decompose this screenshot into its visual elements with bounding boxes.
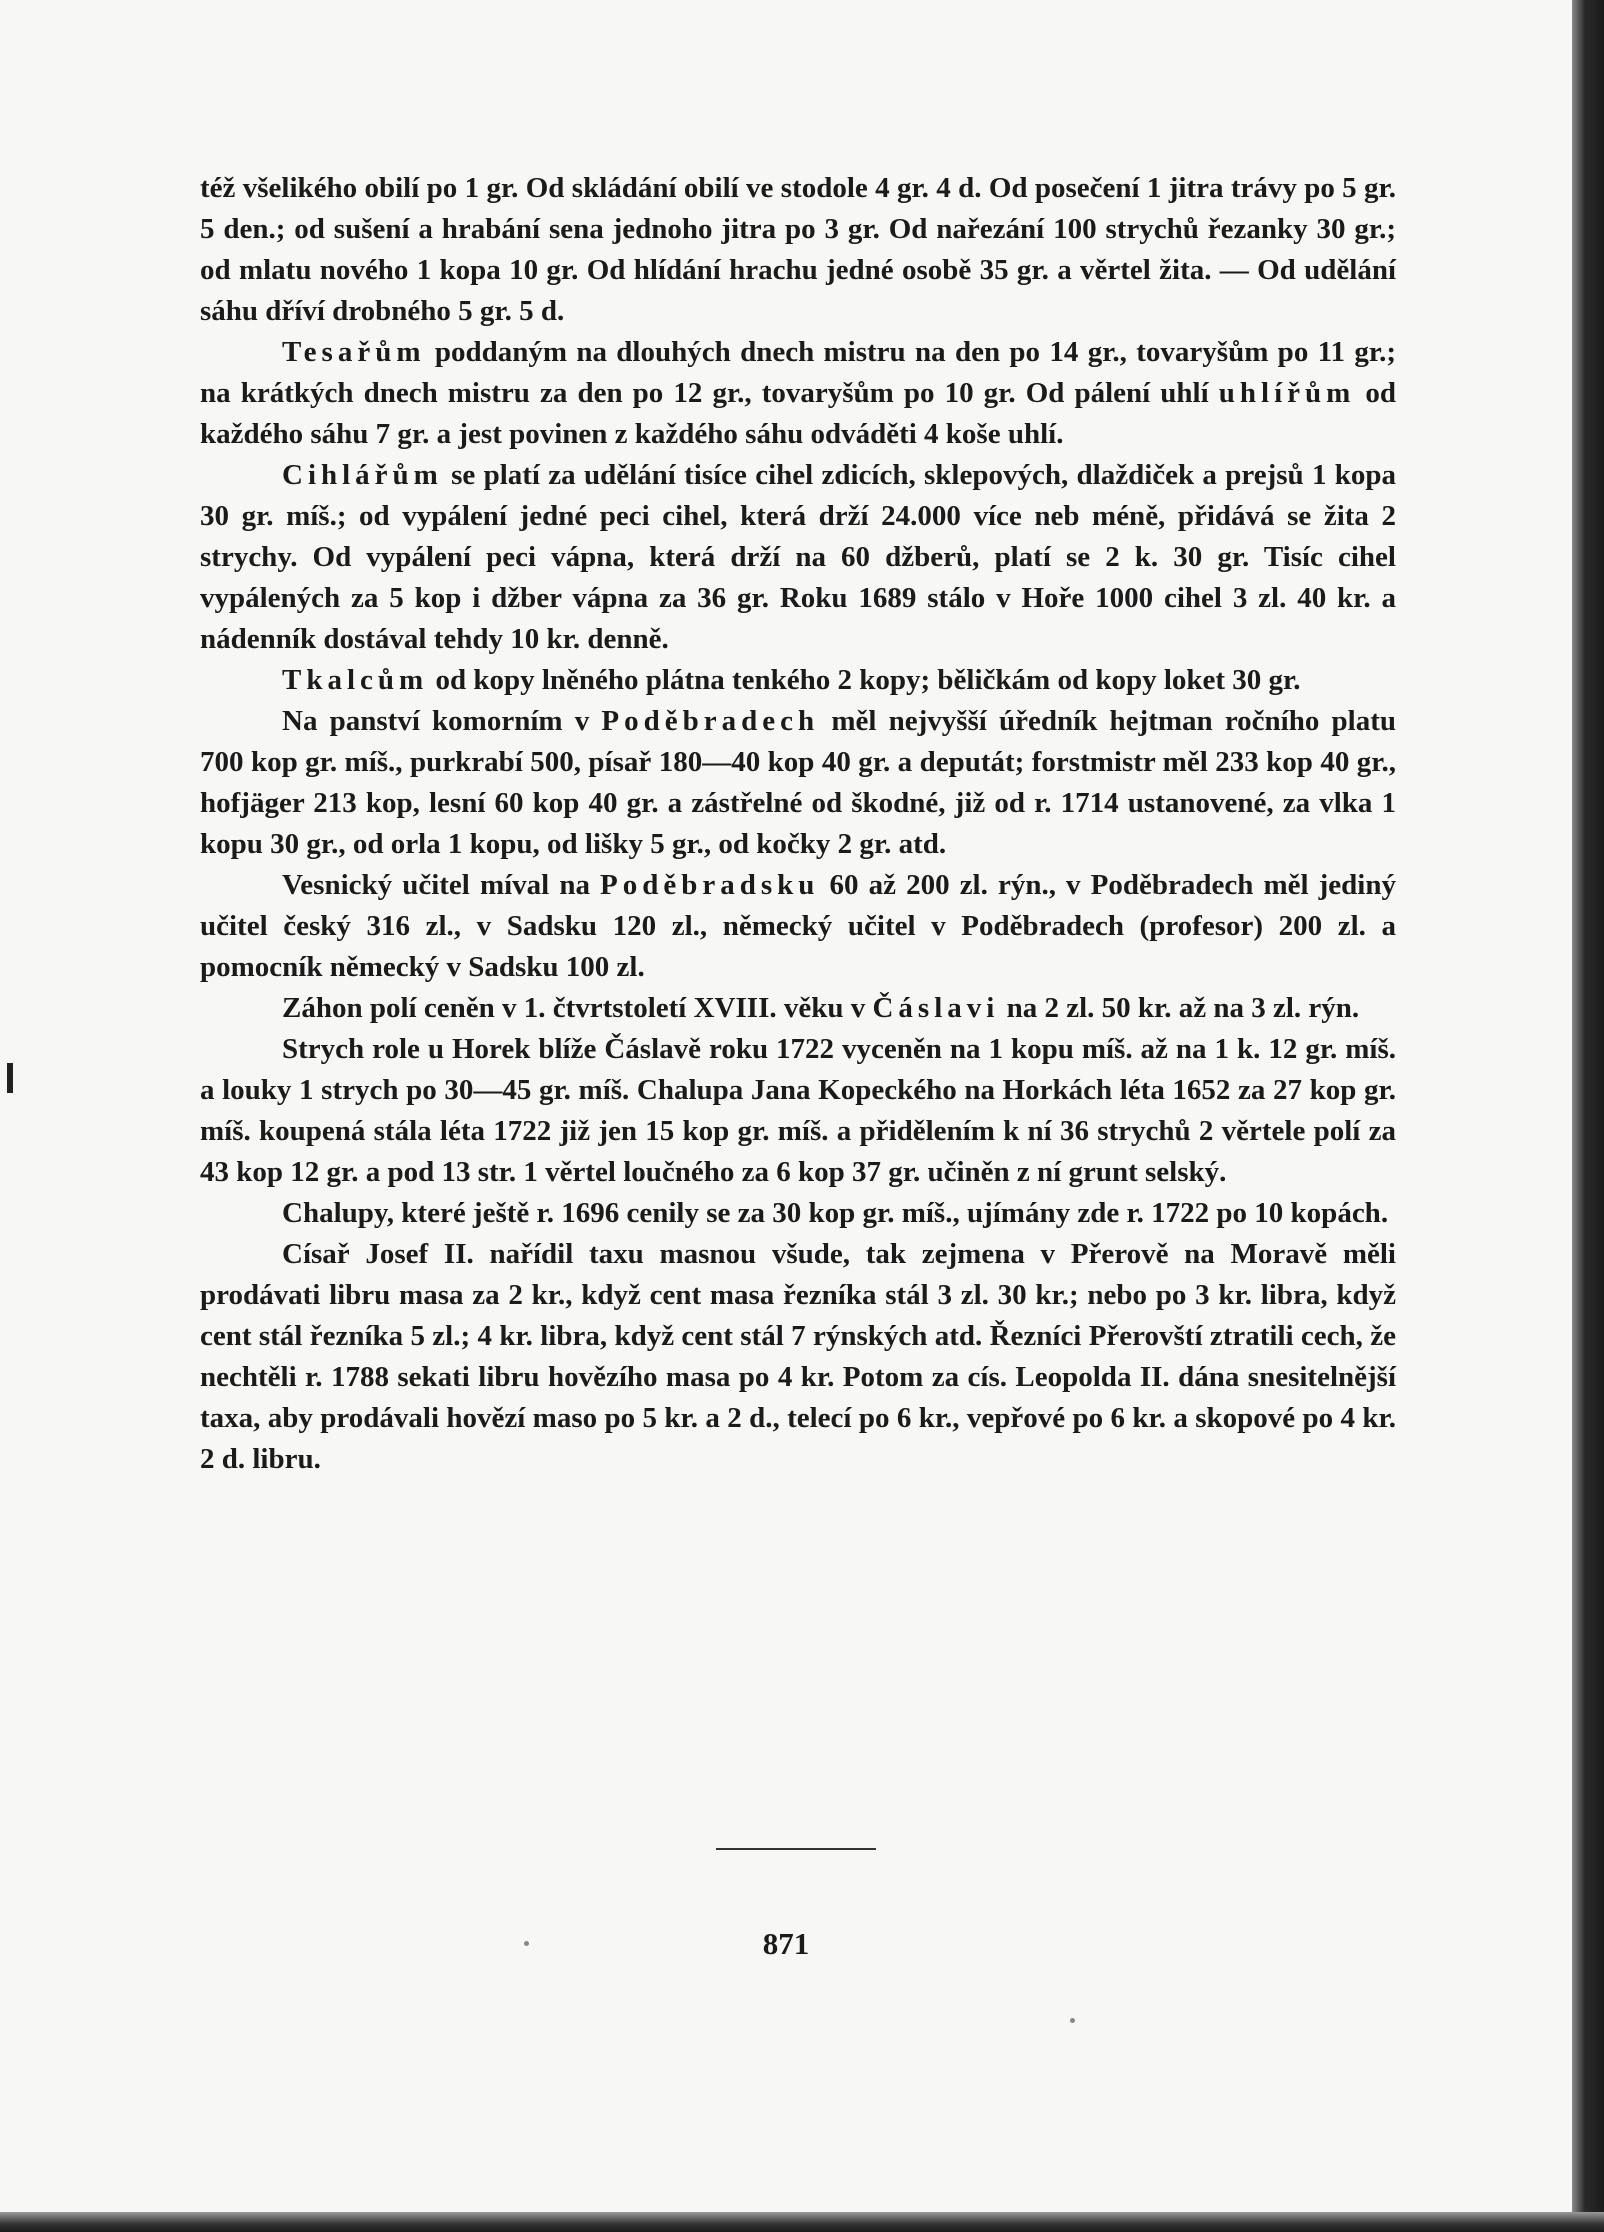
paragraph-text: od každého sáhu 7 gr. a jest povinen z každého sáhu odváděti 4 koše uhlí. [200, 377, 1396, 450]
paragraph-4 [200, 660, 1396, 701]
paragraph-text: 60 až 200 zl. rýn., v Poděbradech měl jediný učitel český 316 zl., v Sadsku 120 zl., německý učitel v Poděbradech (profesor) 200 zl. a pomocník německý v Sadsku 100 zl. [200, 869, 1396, 983]
paragraph-9 [200, 1193, 1396, 1234]
paragraph-10 [200, 1234, 1396, 1480]
paragraph-text: měl nejvyšší úředník hejtman ročního platu 700 kop gr. míš., purkrabí 500, písař 180—40 kop 40 gr. a deputát; forstmistr měl 233 kop 40 gr., hofjäger 213 kop, lesní 60 kop 40 gr. a zástřelné od škodné, již od r. 1714 ustanovené, za vlka 1 kopu 30 gr., od orla 1 kopu, od lišky 5 gr., od kočky 2 gr. atd. [200, 705, 1396, 860]
paragraph-5 [200, 701, 1396, 865]
paragraph-text: na 2 zl. 50 kr. až na 3 zl. rýn. [999, 992, 1360, 1024]
paragraph-text: Císař Josef II. nařídil taxu masnou všude, tak zejmena v Přerově na Moravě měli prodávati libru masa za 2 kr., když cent masa řezníka stál 3 zl. 30 kr.; nebo po 3 kr. libra, když cent stál řezníka 5 zl.; 4 kr. libra, když cent stál 7 rýnských atd. Řezníci Přerovští ztratili cech, že nechtěli r. 1788 sekati libru hovězího masa po 4 kr. Potom za cís. Leopolda II. dána snesitelnější taxa, aby prodávali hovězí maso po 5 kr. a 2 d., telecí po 6 kr., vepřové po 6 kr. a skopové po 4 kr. 2 d. libru. [200, 1238, 1396, 1475]
paragraph-3 [200, 455, 1396, 660]
paragraph-text: Na panství komorním v [282, 705, 602, 737]
emphasized-term: Poděbradech [601, 705, 820, 737]
emphasized-term: Tkalcům [282, 664, 429, 696]
section-divider [716, 1848, 876, 1850]
paragraph-1 [200, 168, 1396, 332]
paragraph-text: se platí za udělání tisíce cihel zdicích, sklepových, dlaždiček a prejsů 1 kopa 30 gr. míš.; od vypálení jedné peci cihel, která drží 24.000 více neb méně, přidává se žita 2 strychy. Od vypálení peci vápna, která drží na 60 džberů, platí se 2 k. 30 gr. Tisíc cihel vypálených za 5 kop i džber vápna za 36 gr. Roku 1689 stálo v Hoře 1000 cihel 3 zl. 40 kr. a nádenník dostával tehdy 10 kr. denně. [200, 459, 1396, 655]
emphasized-term: Čáslavi [872, 992, 1000, 1024]
paragraph-text: poddaným na dlouhých dnech mistru na den po 14 gr., tovaryšům po 11 gr.; na krátkých dnech mistru za den po 12 gr., tovaryšům po 10 gr. Od pálení uhlí [200, 336, 1396, 409]
paragraph-2 [200, 332, 1396, 455]
page-number: 871 [762, 1926, 810, 1961]
paragraph-text: též všelikého obilí po 1 gr. Od skládání obilí ve stodole 4 gr. 4 d. Od posečení 1 jitra trávy po 5 gr. 5 den.; od sušení a hrabání sena jednoho jitra po 3 gr. Od nařezání 100 strychů řezanky 30 gr.; od mlatu nového 1 kopa 10 gr. Od hlídání hrachu jedné osobě 35 gr. a věrtel žita. — Od udělání sáhu dříví drobného 5 gr. 5 d. [200, 172, 1396, 327]
paragraph-6 [200, 865, 1396, 988]
paragraph-8 [200, 1029, 1396, 1193]
body-text [200, 168, 1396, 1480]
margin-mark [7, 1063, 13, 1093]
emphasized-term: uhlířům [1218, 377, 1356, 409]
page-edge-bottom [0, 2212, 1604, 2232]
paragraph-text: Záhon polí ceněn v 1. čtvrtstoletí XVIII. věku v [282, 992, 873, 1024]
paragraph-7 [200, 988, 1396, 1029]
emphasized-term: Cihlářům [282, 459, 443, 491]
paragraph-text: Vesnický učitel míval na [282, 869, 601, 901]
paper-speck [1070, 2018, 1075, 2023]
emphasized-term: Poděbradsku [600, 869, 820, 901]
paragraph-text: od kopy lněného plátna tenkého 2 kopy; běličkám od kopy loket 30 gr. [428, 664, 1301, 696]
emphasized-term: Tesařům [282, 336, 426, 368]
paper-speck [524, 1941, 529, 1946]
paragraph-text: Chalupy, které ještě r. 1696 cenily se za 30 kop gr. míš., ujímány zde r. 1722 po 10 kopách. [282, 1197, 1389, 1229]
page-edge-right [1572, 0, 1604, 2232]
paragraph-text: Strych role u Horek blíže Čáslavě roku 1722 vyceněn na 1 kopu míš. až na 1 k. 12 gr. míš. a louky 1 strych po 30—45 gr. míš. Chalupa Jana Kopeckého na Horkách léta 1652 za 27 kop gr. míš. koupená stála léta 1722 již jen 15 kop gr. míš. a přidělením k ní 36 strychů 2 věrtele polí za 43 kop 12 gr. a pod 13 str. 1 věrtel loučného za 6 kop 37 gr. učiněn z ní grunt selský. [200, 1033, 1396, 1188]
